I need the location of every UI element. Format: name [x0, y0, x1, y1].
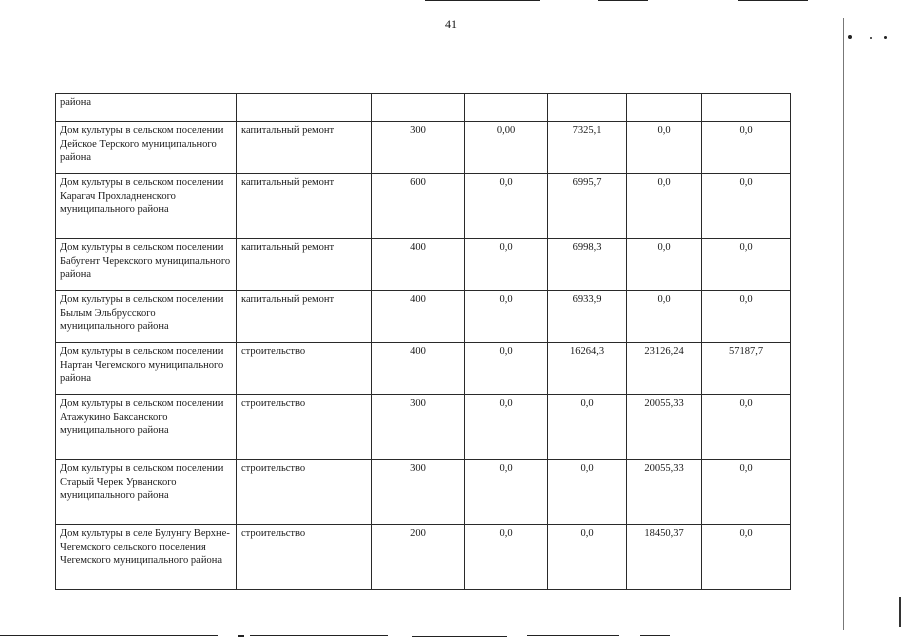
scan-artifact-line: [640, 635, 670, 636]
scan-artifact-line: [425, 0, 540, 1]
value-cell-2: 0,0: [465, 343, 548, 395]
object-name-cell: Дом культуры в сельском поселении Бабугент Черекского муниципального района: [56, 239, 237, 291]
value-cell-1: 400: [372, 239, 465, 291]
value-cell-3: [548, 94, 627, 122]
value-cell-2: 0,0: [465, 525, 548, 590]
value-cell-1: [372, 94, 465, 122]
work-type-cell: капитальный ремонт: [237, 122, 372, 174]
value-cell-4: 23126,24: [627, 343, 702, 395]
value-cell-4: 0,0: [627, 239, 702, 291]
scan-artifact-dot: [884, 36, 887, 39]
value-cell-4: 20055,33: [627, 395, 702, 460]
value-cell-4: 20055,33: [627, 460, 702, 525]
value-cell-1: 300: [372, 395, 465, 460]
value-cell-1: 400: [372, 291, 465, 343]
object-name-cell: Дом культуры в сельском поселении Старый Черек Урванского муниципального района: [56, 460, 237, 525]
object-name-cell: Дом культуры в сельском поселении Атажукино Баксанского муниципального района: [56, 395, 237, 460]
value-cell-3: 0,0: [548, 460, 627, 525]
value-cell-2: 0,0: [465, 460, 548, 525]
value-cell-2: 0,0: [465, 395, 548, 460]
object-name-cell: Дом культуры в сельском поселении Дейское Терского муниципального района: [56, 122, 237, 174]
table-row: [56, 395, 791, 460]
value-cell-1: 600: [372, 174, 465, 239]
value-cell-2: [465, 94, 548, 122]
work-type-cell: строительство: [237, 525, 372, 590]
value-cell-1: 300: [372, 122, 465, 174]
table-row: [56, 94, 791, 122]
work-type-cell: капитальный ремонт: [237, 174, 372, 239]
value-cell-3: 16264,3: [548, 343, 627, 395]
value-cell-3: 6933,9: [548, 291, 627, 343]
work-type-cell: строительство: [237, 460, 372, 525]
scan-artifact-dot: [848, 35, 852, 39]
scan-artifact-line: [412, 636, 507, 637]
value-cell-5: [702, 94, 791, 122]
table-row: [56, 122, 791, 174]
value-cell-3: 7325,1: [548, 122, 627, 174]
value-cell-2: 0,0: [465, 174, 548, 239]
page-number: 41: [445, 17, 457, 31]
work-type-cell: капитальный ремонт: [237, 239, 372, 291]
value-cell-5: 0,0: [702, 239, 791, 291]
scan-artifact-line: [250, 635, 388, 636]
table-row: [56, 343, 791, 395]
scan-artifact-line: [527, 635, 619, 636]
scan-artifact-line: [0, 635, 218, 636]
table-row: [56, 174, 791, 239]
value-cell-4: 0,0: [627, 291, 702, 343]
scan-artifact-line: [238, 635, 244, 637]
table-row: [56, 525, 791, 590]
value-cell-5: 0,0: [702, 174, 791, 239]
value-cell-1: 300: [372, 460, 465, 525]
value-cell-4: 0,0: [627, 174, 702, 239]
scan-artifact-line: [738, 0, 808, 1]
work-type-cell: капитальный ремонт: [237, 291, 372, 343]
value-cell-1: 200: [372, 525, 465, 590]
value-cell-2: 0,0: [465, 291, 548, 343]
work-type-cell: [237, 94, 372, 122]
work-type-cell: строительство: [237, 343, 372, 395]
value-cell-3: 6995,7: [548, 174, 627, 239]
object-name-cell: района: [56, 94, 237, 122]
value-cell-4: 0,0: [627, 122, 702, 174]
value-cell-3: 6998,3: [548, 239, 627, 291]
table-row: [56, 291, 791, 343]
table-row: [56, 460, 791, 525]
value-cell-5: 0,0: [702, 291, 791, 343]
work-type-cell: строительство: [237, 395, 372, 460]
value-cell-4: [627, 94, 702, 122]
scan-artifact-line: [598, 0, 648, 1]
object-name-cell: Дом культуры в сельском поселении Нартан Чегемского муниципального района: [56, 343, 237, 395]
value-cell-3: 0,0: [548, 395, 627, 460]
value-cell-1: 400: [372, 343, 465, 395]
value-cell-4: 18450,37: [627, 525, 702, 590]
object-name-cell: Дом культуры в сельском поселении Былым Эльбрусского муниципального района: [56, 291, 237, 343]
scan-artifact-margin-line: [899, 597, 901, 627]
objects-table: [55, 93, 791, 590]
object-name-cell: Дом культуры в селе Булунгу Верхне-Чегемского сельского поселения Чегемского муниципального района: [56, 525, 237, 590]
value-cell-2: 0,0: [465, 239, 548, 291]
value-cell-5: 0,0: [702, 525, 791, 590]
value-cell-5: 57187,7: [702, 343, 791, 395]
table-body: [56, 94, 791, 590]
value-cell-5: 0,0: [702, 122, 791, 174]
value-cell-3: 0,0: [548, 525, 627, 590]
scan-artifact-margin-line: [843, 18, 844, 630]
table-row: [56, 239, 791, 291]
object-name-cell: Дом культуры в сельском поселении Карагач Прохладненского муниципального района: [56, 174, 237, 239]
value-cell-5: 0,0: [702, 395, 791, 460]
value-cell-2: 0,00: [465, 122, 548, 174]
scan-artifact-dot: [870, 37, 872, 39]
value-cell-5: 0,0: [702, 460, 791, 525]
